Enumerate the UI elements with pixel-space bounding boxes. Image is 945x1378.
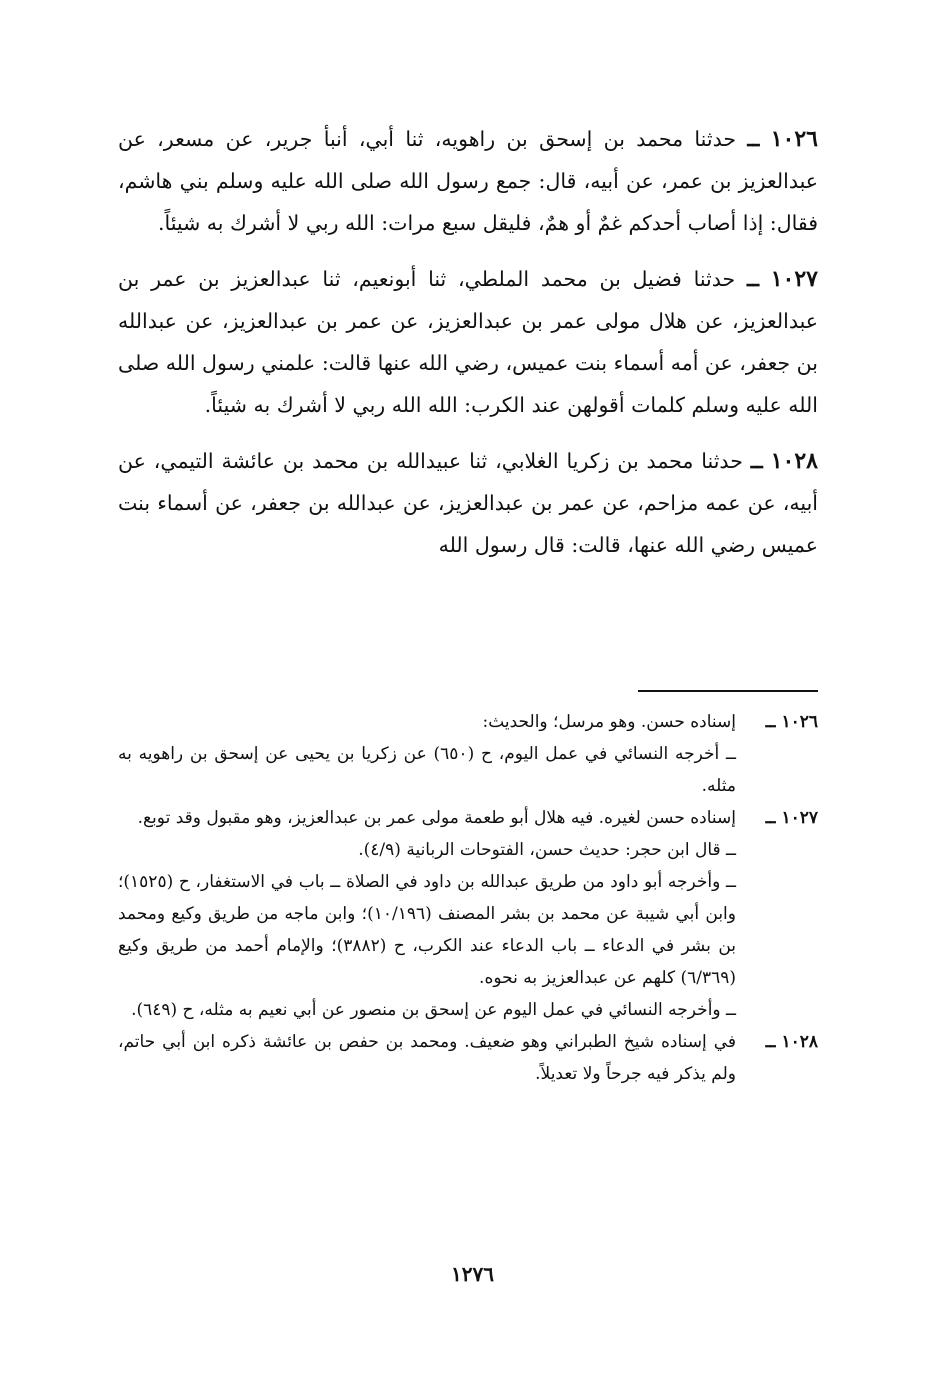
hadith-text: حدثنا محمد بن إسحق بن راهويه، ثنا أبي، أنبأ جرير، عن مسعر، عن عبدالعزيز بن عمر، عن أبيه، قال: جمع رسول الله صلى الله عليه وسلم بني هاشم، فقال: إذا أصاب أحدكم غمٌ أو همٌ، فليقل سبع مرات: الله ربي لا أشرك به شيئاً. — [118, 127, 818, 235]
hadith-dash: ــ — [746, 267, 759, 291]
hadith-1028 — [118, 440, 818, 566]
footnote-1028 — [118, 1026, 818, 1090]
hadith-text: حدثنا محمد بن زكريا الغلابي، ثنا عبيدالله بن محمد بن عائشة التيمي، عن أبيه، عن عمه مزاحم، عن عمر بن عبدالعزيز، عن عبدالله بن جعفر، عن أسماء بنت عميس رضي الله عنها، قالت: قال رسول الله — [118, 449, 818, 557]
footnote-body — [118, 706, 736, 802]
main-text — [118, 118, 818, 580]
footnote-line: ــ أخرجه النسائي في عمل اليوم، ح (٦٥٠) عن زكريا بن يحيى عن إسحق بن راهويه به مثله. — [118, 744, 736, 796]
footnote-1026 — [118, 706, 818, 802]
footnote-body — [118, 1026, 736, 1090]
footnote-1027 — [118, 802, 818, 1026]
hadith-number: ١٠٢٨ — [770, 448, 818, 474]
footnote-separator — [638, 690, 818, 692]
footnote-line: إسناده حسن. وهو مرسل؛ والحديث: — [482, 712, 736, 732]
footnotes — [118, 706, 818, 1090]
footnote-line: ــ وأخرجه النسائي في عمل اليوم عن إسحق بن منصور عن أبي نعيم به مثله، ح (٦٤٩). — [131, 1000, 736, 1020]
footnote-number: ١٠٢٨ ــ — [765, 1032, 818, 1052]
footnote-line: في إسناده شيخ الطبراني وهو ضعيف. ومحمد بن حفص بن عائشة ذكره ابن أبي حاتم، ولم يذكر فيه جرحاً ولا تعديلاً. — [118, 1032, 736, 1084]
footnote-line: إسناده حسن لغيره. فيه هلال أبو طعمة مولى عمر بن عبدالعزيز، وهو مقبول وقد توبع. — [137, 808, 736, 828]
hadith-number: ١٠٢٦ — [770, 126, 818, 152]
hadith-1026 — [118, 118, 818, 244]
hadith-dash: ــ — [750, 449, 763, 473]
footnote-number: ١٠٢٧ ــ — [765, 808, 818, 828]
page-number: ١٢٧٦ — [451, 1262, 494, 1286]
hadith-dash: ــ — [747, 127, 760, 151]
hadith-text: حدثنا فضيل بن محمد الملطي، ثنا أبونعيم، ثنا عبدالعزيز بن عمر بن عبدالعزيز، عن هلال مولى عمر بن عبدالعزيز، عن عمر بن عبدالعزيز، عن عبدالله بن جعفر، عن أمه أسماء بنت عميس، رضي الله عنها قالت: علمني رسول الله صلى الله عليه وسلم كلمات أقولهن عند الكرب: الله الله ربي لا أشرك به شيئاً. — [118, 267, 818, 417]
footnote-line: ــ وأخرجه أبو داود من طريق عبدالله بن داود في الصلاة ــ باب في الاستغفار، ح (١٥٢٥)؛ وابن أبي شيبة عن محمد بن بشر المصنف (١٠/١٩٦)؛ وابن ماجه من طريق وكيع ومحمد بن بشر في الدعاء ــ باب الدعاء عند الكرب، ح (٣٨٨٢)؛ والإمام أحمد من طريق وكيع (٦/٣٦٩) كلهم عن عبدالعزيز به نحوه. — [118, 872, 736, 988]
footnote-body — [118, 802, 736, 1026]
hadith-number: ١٠٢٧ — [770, 266, 818, 292]
footnote-number: ١٠٢٦ ــ — [765, 712, 818, 732]
footnote-line: ــ قال ابن حجر: حديث حسن، الفتوحات الربانية (٤/٩). — [358, 840, 736, 860]
hadith-1027 — [118, 258, 818, 426]
